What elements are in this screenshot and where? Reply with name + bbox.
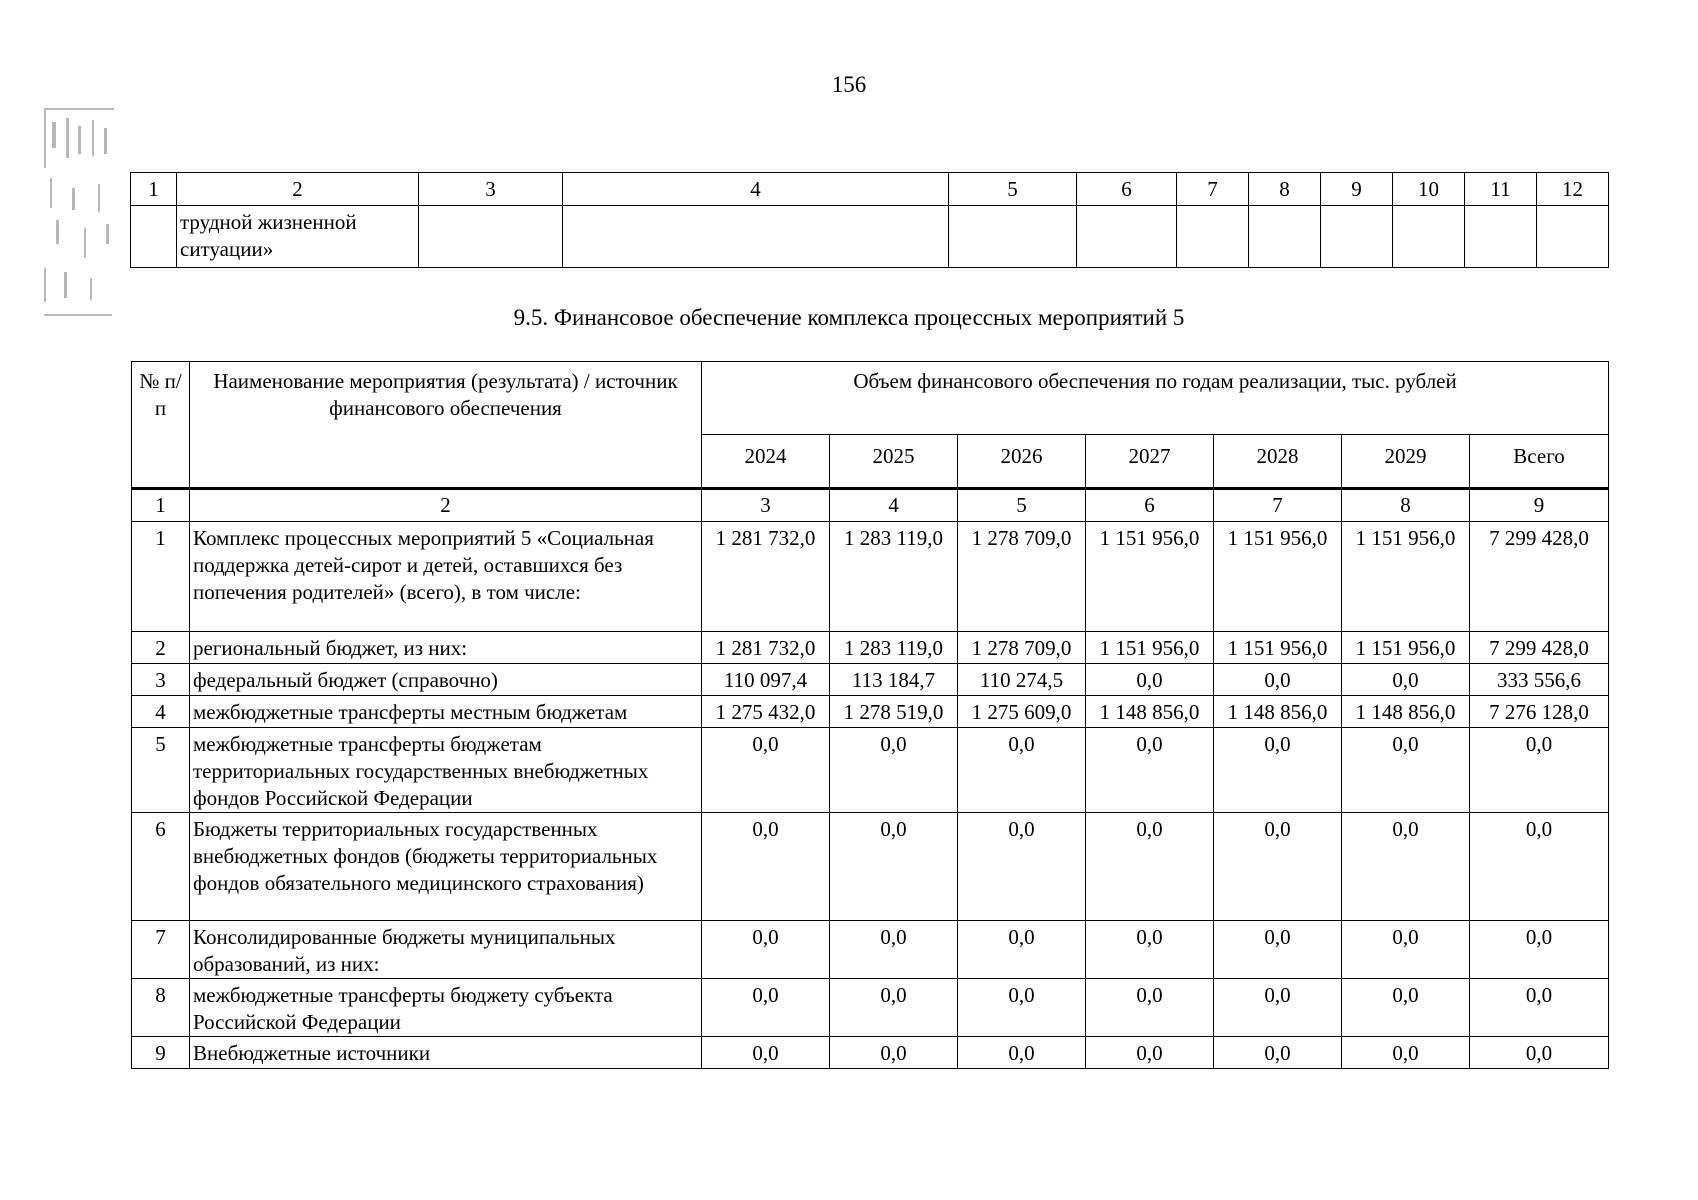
value-cell: 0,0 bbox=[1214, 1037, 1342, 1069]
value-cell: 1 151 956,0 bbox=[1214, 632, 1342, 664]
table-row bbox=[132, 728, 1609, 813]
row-number: 4 bbox=[132, 696, 190, 728]
page-number: 156 bbox=[831, 72, 867, 97]
finance-table-body bbox=[132, 522, 1609, 1069]
table-cell bbox=[1321, 206, 1393, 268]
column-number: 11 bbox=[1465, 173, 1537, 206]
column-number: 1 bbox=[131, 173, 177, 206]
value-cell: 7 299 428,0 bbox=[1470, 522, 1609, 632]
table-cell bbox=[1077, 206, 1177, 268]
value-cell: 0,0 bbox=[958, 1037, 1086, 1069]
column-number: 12 bbox=[1537, 173, 1609, 206]
row-name: Комплекс процессных мероприятий 5 «Социальная поддержка детей-сирот и детей, оставшихся без попечения родителей» (всего), в том числе: bbox=[190, 522, 702, 632]
value-cell: 0,0 bbox=[1470, 979, 1609, 1037]
column-number: 3 bbox=[702, 489, 830, 522]
table-cell bbox=[1249, 206, 1321, 268]
table-cell bbox=[131, 206, 177, 268]
year-header: 2026 bbox=[958, 435, 1086, 489]
table-cell bbox=[1393, 206, 1465, 268]
value-cell: 0,0 bbox=[1214, 979, 1342, 1037]
value-cell: 0,0 bbox=[702, 979, 830, 1037]
value-cell: 0,0 bbox=[958, 728, 1086, 813]
column-number: 5 bbox=[949, 173, 1077, 206]
row-name: региональный бюджет, из них: bbox=[190, 632, 702, 664]
year-header: 2028 bbox=[1214, 435, 1342, 489]
column-number: 5 bbox=[958, 489, 1086, 522]
header-volume: Объем финансового обеспечения по годам реализации, тыс. рублей bbox=[702, 362, 1609, 435]
value-cell: 0,0 bbox=[1342, 813, 1470, 921]
margin-stamp bbox=[44, 108, 118, 318]
year-header: Всего bbox=[1470, 435, 1609, 489]
column-number-row bbox=[132, 489, 1609, 522]
row-name: межбюджетные трансферты местным бюджетам bbox=[190, 696, 702, 728]
column-number: 9 bbox=[1470, 489, 1609, 522]
table-cell bbox=[1537, 206, 1609, 268]
value-cell: 0,0 bbox=[1086, 1037, 1214, 1069]
header-num: № п/п bbox=[132, 362, 190, 489]
value-cell: 1 148 856,0 bbox=[1214, 696, 1342, 728]
value-cell: 1 148 856,0 bbox=[1342, 696, 1470, 728]
column-number-row bbox=[131, 173, 1609, 206]
table-cell bbox=[419, 206, 563, 268]
value-cell: 0,0 bbox=[1214, 728, 1342, 813]
header-name: Наименование мероприятия (результата) / источник финансового обеспечения bbox=[190, 362, 702, 489]
value-cell: 0,0 bbox=[1342, 979, 1470, 1037]
value-cell: 1 278 519,0 bbox=[830, 696, 958, 728]
row-name: федеральный бюджет (справочно) bbox=[190, 664, 702, 696]
value-cell: 110 274,5 bbox=[958, 664, 1086, 696]
value-cell: 1 278 709,0 bbox=[958, 632, 1086, 664]
value-cell: 1 283 119,0 bbox=[830, 632, 958, 664]
value-cell: 0,0 bbox=[830, 1037, 958, 1069]
value-cell: 0,0 bbox=[830, 921, 958, 979]
row-number: 5 bbox=[132, 728, 190, 813]
table-row bbox=[132, 1037, 1609, 1069]
value-cell: 0,0 bbox=[1214, 664, 1342, 696]
column-number: 2 bbox=[190, 489, 702, 522]
value-cell: 0,0 bbox=[1342, 1037, 1470, 1069]
value-cell: 1 275 432,0 bbox=[702, 696, 830, 728]
value-cell: 0,0 bbox=[1086, 728, 1214, 813]
value-cell: 0,0 bbox=[1470, 921, 1609, 979]
value-cell: 0,0 bbox=[1342, 728, 1470, 813]
value-cell: 0,0 bbox=[702, 921, 830, 979]
value-cell: 0,0 bbox=[958, 921, 1086, 979]
value-cell: 0,0 bbox=[702, 1037, 830, 1069]
value-cell: 1 148 856,0 bbox=[1086, 696, 1214, 728]
column-number: 7 bbox=[1177, 173, 1249, 206]
value-cell: 0,0 bbox=[1086, 979, 1214, 1037]
column-number: 6 bbox=[1086, 489, 1214, 522]
table-cell bbox=[1177, 206, 1249, 268]
value-cell: 0,0 bbox=[958, 979, 1086, 1037]
year-header: 2025 bbox=[830, 435, 958, 489]
column-number: 7 bbox=[1214, 489, 1342, 522]
row-name: Консолидированные бюджеты муниципальных образований, из них: bbox=[190, 921, 702, 979]
value-cell: 7 276 128,0 bbox=[1470, 696, 1609, 728]
section-title: 9.5. Финансовое обеспечение комплекса процессных мероприятий 5 bbox=[513, 305, 1185, 330]
value-cell: 0,0 bbox=[1342, 921, 1470, 979]
row-name: Внебюджетные источники bbox=[190, 1037, 702, 1069]
value-cell: 113 184,7 bbox=[830, 664, 958, 696]
value-cell: 0,0 bbox=[958, 813, 1086, 921]
row-number: 6 bbox=[132, 813, 190, 921]
value-cell: 0,0 bbox=[1086, 664, 1214, 696]
value-cell: 1 275 609,0 bbox=[958, 696, 1086, 728]
column-number: 2 bbox=[177, 173, 419, 206]
value-cell: 7 299 428,0 bbox=[1470, 632, 1609, 664]
value-cell: 1 151 956,0 bbox=[1342, 632, 1470, 664]
table-row bbox=[132, 979, 1609, 1037]
value-cell: 1 151 956,0 bbox=[1086, 522, 1214, 632]
value-cell: 0,0 bbox=[702, 728, 830, 813]
row-number: 1 bbox=[132, 522, 190, 632]
value-cell: 1 151 956,0 bbox=[1214, 522, 1342, 632]
value-cell: 0,0 bbox=[1086, 813, 1214, 921]
column-number: 6 bbox=[1077, 173, 1177, 206]
value-cell: 0,0 bbox=[1214, 921, 1342, 979]
table-row bbox=[132, 696, 1609, 728]
row-number: 8 bbox=[132, 979, 190, 1037]
row-number: 3 bbox=[132, 664, 190, 696]
value-cell: 0,0 bbox=[702, 813, 830, 921]
year-header: 2027 bbox=[1086, 435, 1214, 489]
table-row bbox=[131, 206, 1609, 268]
row-name: Бюджеты территориальных государственных внебюджетных фондов (бюджеты территориальных фондов обязательного медицинского страхования) bbox=[190, 813, 702, 921]
value-cell: 110 097,4 bbox=[702, 664, 830, 696]
row-number: 7 bbox=[132, 921, 190, 979]
table-row bbox=[132, 921, 1609, 979]
value-cell: 333 556,6 bbox=[1470, 664, 1609, 696]
value-cell: 1 151 956,0 bbox=[1086, 632, 1214, 664]
column-number: 8 bbox=[1342, 489, 1470, 522]
column-number: 1 bbox=[132, 489, 190, 522]
column-number: 3 bbox=[419, 173, 563, 206]
column-number: 4 bbox=[563, 173, 949, 206]
value-cell: 1 281 732,0 bbox=[702, 632, 830, 664]
value-cell: 0,0 bbox=[1086, 921, 1214, 979]
column-number: 8 bbox=[1249, 173, 1321, 206]
value-cell: 0,0 bbox=[830, 979, 958, 1037]
year-header: 2024 bbox=[702, 435, 830, 489]
value-cell: 1 151 956,0 bbox=[1342, 522, 1470, 632]
continuation-table bbox=[130, 172, 1609, 268]
value-cell: 1 283 119,0 bbox=[830, 522, 958, 632]
year-header: 2029 bbox=[1342, 435, 1470, 489]
column-number: 9 bbox=[1321, 173, 1393, 206]
finance-table bbox=[131, 361, 1609, 1069]
table-row bbox=[132, 664, 1609, 696]
table-cell bbox=[1465, 206, 1537, 268]
row-number: 2 bbox=[132, 632, 190, 664]
column-number: 10 bbox=[1393, 173, 1465, 206]
value-cell: 1 281 732,0 bbox=[702, 522, 830, 632]
table-cell bbox=[949, 206, 1077, 268]
table-cell: трудной жизненной ситуации» bbox=[177, 206, 419, 268]
value-cell: 0,0 bbox=[830, 728, 958, 813]
column-number: 4 bbox=[830, 489, 958, 522]
value-cell: 0,0 bbox=[1214, 813, 1342, 921]
table-row bbox=[132, 632, 1609, 664]
value-cell: 0,0 bbox=[1470, 728, 1609, 813]
value-cell: 1 278 709,0 bbox=[958, 522, 1086, 632]
table-row bbox=[132, 813, 1609, 921]
table-cell bbox=[563, 206, 949, 268]
value-cell: 0,0 bbox=[830, 813, 958, 921]
value-cell: 0,0 bbox=[1470, 813, 1609, 921]
row-name: межбюджетные трансферты бюджету субъекта Российской Федерации bbox=[190, 979, 702, 1037]
value-cell: 0,0 bbox=[1342, 664, 1470, 696]
table-row bbox=[132, 522, 1609, 632]
row-number: 9 bbox=[132, 1037, 190, 1069]
row-name: межбюджетные трансферты бюджетам территориальных государственных внебюджетных фондов Российской Федерации bbox=[190, 728, 702, 813]
value-cell: 0,0 bbox=[1470, 1037, 1609, 1069]
